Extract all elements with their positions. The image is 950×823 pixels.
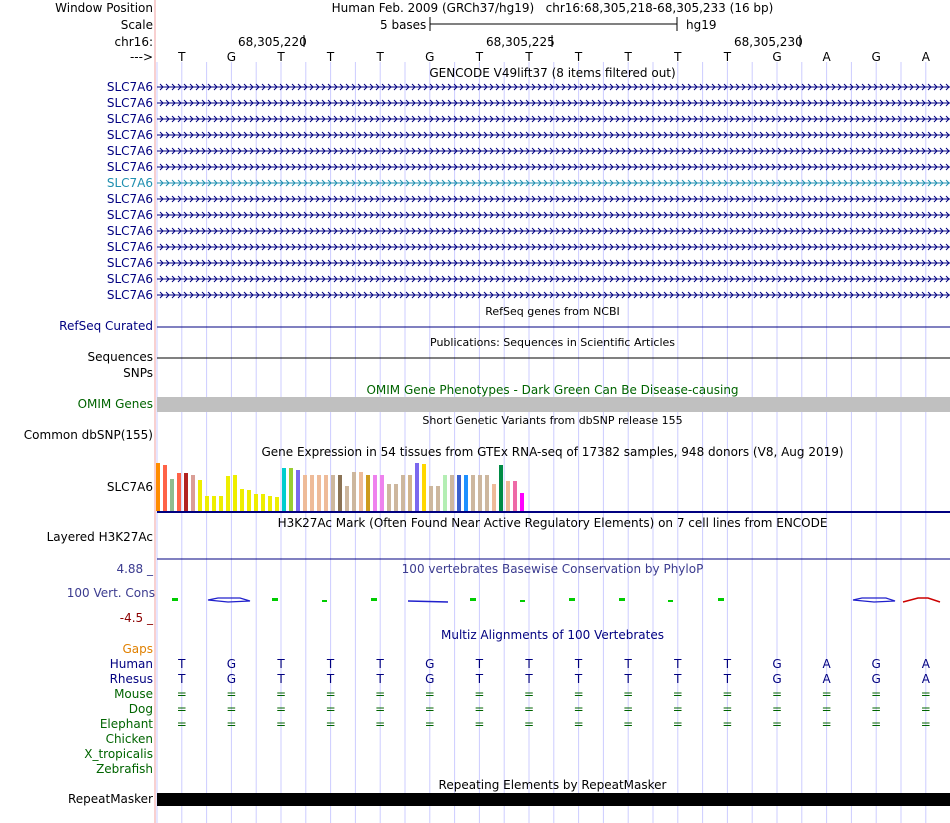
refseq-track-label[interactable]: RefSeq Curated — [59, 319, 153, 333]
alignment-base: = — [375, 717, 386, 731]
gtex-tissue-bar — [520, 493, 524, 511]
gtex-tissue-bar — [324, 475, 328, 511]
gtex-tissue-bar — [240, 489, 244, 511]
alignment-base: = — [672, 717, 683, 731]
phylop-mark — [619, 598, 625, 601]
gtex-tissue-bar — [268, 496, 272, 511]
gtex-tissue-bar — [485, 475, 489, 511]
gtex-tissue-bar — [464, 475, 468, 511]
base-letter: T — [674, 50, 682, 64]
alignment-base: = — [325, 687, 336, 701]
alignment-base: = — [275, 702, 287, 716]
phylop-mark — [408, 601, 448, 602]
assembly-name: Human Feb. 2009 (GRCh37/hg19) — [331, 1, 535, 15]
alignment-base: = — [226, 702, 237, 716]
gtex-tissue-bar — [373, 475, 377, 511]
base-letter: A — [822, 50, 831, 64]
alignment-base: G — [425, 672, 435, 686]
base-letter: T — [525, 50, 533, 64]
species-label-zebrafish[interactable]: Zebrafish — [96, 762, 153, 776]
gtex-tissue-bar — [289, 468, 293, 511]
gtex-tissue-bar — [233, 475, 237, 511]
gtex-tissue-bar — [345, 486, 349, 511]
dbsnp-track-title[interactable]: Short Genetic Variants from dbSNP release 155 — [422, 414, 683, 427]
phylop-mark — [272, 598, 278, 601]
gtex-tissue-bar — [471, 475, 475, 511]
alignment-base: = — [821, 687, 832, 701]
alignment-base: T — [624, 657, 632, 671]
alignment-base: T — [376, 672, 384, 686]
alignment-base: = — [176, 717, 187, 731]
phylop-max-label: 4.88 _ — [116, 562, 153, 576]
alignment-base: = — [375, 702, 386, 716]
gene-label-slc7a6[interactable]: SLC7A6 — [106, 224, 153, 238]
base-letter: G — [226, 50, 237, 64]
alignment-base: T — [178, 657, 186, 671]
gene-label-slc7a6[interactable]: SLC7A6 — [106, 208, 153, 222]
alignment-base: T — [525, 657, 533, 671]
alignment-base: T — [326, 657, 335, 671]
phylop-mark — [172, 598, 178, 601]
scale-bar-label: 5 bases — [380, 18, 427, 32]
alignment-base: T — [674, 672, 682, 686]
alignment-base: = — [424, 702, 435, 716]
gtex-tissue-bar — [303, 475, 307, 511]
alignment-base: A — [921, 672, 930, 686]
alignment-base: T — [624, 672, 632, 686]
gene-label-slc7a6[interactable]: SLC7A6 — [106, 128, 153, 142]
gtex-tissue-bar — [254, 494, 258, 511]
alignment-base: G — [772, 657, 782, 671]
alignment-base: = — [573, 717, 584, 731]
species-label-mouse[interactable]: Mouse — [114, 687, 153, 701]
gene-label-slc7a6[interactable]: SLC7A6 — [106, 176, 153, 190]
alignment-base: = — [920, 702, 931, 716]
alignment-base: T — [475, 672, 484, 686]
alignment-base: G — [226, 657, 237, 671]
base-letter: T — [277, 50, 285, 64]
base-letter: T — [723, 50, 732, 64]
alignment-base: = — [375, 687, 386, 701]
gtex-tissue-bar — [366, 475, 370, 511]
alignment-base: T — [574, 657, 583, 671]
h3k27ac-track-label[interactable]: Layered H3K27Ac — [46, 530, 153, 544]
alignment-base: G — [772, 672, 782, 686]
gtex-tissue-bar — [184, 473, 188, 511]
gtex-tissue-bar — [380, 475, 384, 511]
phylop-mark — [718, 598, 724, 601]
alignment-base: G — [871, 672, 881, 686]
repeatmasker-bar[interactable] — [157, 793, 950, 806]
phylop-track-title[interactable]: 100 vertebrates Basewise Conservation by PhyloP — [401, 562, 704, 576]
gtex-expression-bars[interactable] — [156, 463, 524, 511]
alignment-base: = — [771, 687, 783, 701]
base-letter: T — [178, 50, 186, 64]
gtex-tissue-bar — [436, 486, 440, 511]
base-letter: T — [624, 50, 632, 64]
gtex-tissue-bar — [247, 490, 251, 511]
gene-label-slc7a6[interactable]: SLC7A6 — [106, 192, 153, 206]
alignment-base: = — [672, 702, 683, 716]
alignment-base: = — [424, 687, 435, 701]
alignment-base: = — [275, 717, 287, 731]
alignment-base: T — [723, 672, 732, 686]
base-letter: T — [574, 50, 583, 64]
gtex-tissue-bar — [359, 472, 363, 511]
alignment-base: = — [523, 687, 535, 701]
alignment-base: T — [574, 672, 583, 686]
alignment-base: = — [821, 717, 832, 731]
gtex-tissue-bar — [338, 475, 342, 511]
alignment-base: T — [475, 657, 484, 671]
alignment-base: = — [871, 717, 882, 731]
alignment-base: = — [325, 702, 336, 716]
omim-track-label[interactable]: OMIM Genes — [77, 397, 153, 411]
base-letter: G — [871, 50, 881, 64]
alignment-base: T — [376, 657, 384, 671]
alignment-base: = — [920, 717, 931, 731]
phylop-mark — [903, 598, 940, 602]
species-label-x_tropicalis[interactable]: X_tropicalis — [84, 747, 153, 761]
alignment-base: = — [474, 687, 485, 701]
ruler-tick-label: 68,305,225 — [486, 35, 555, 49]
gtex-track-label[interactable]: SLC7A6 — [106, 480, 153, 494]
h3k27ac-track-title[interactable]: H3K27Ac Mark (Often Found Near Active Regulatory Elements) on 7 cell lines from ENCODE — [277, 516, 828, 530]
alignment-base: T — [277, 672, 285, 686]
gencode-track-title[interactable]: GENCODE V49lift37 (8 items filtered out) — [429, 66, 676, 80]
alignment-base: T — [525, 672, 533, 686]
gene-label-slc7a6[interactable]: SLC7A6 — [106, 272, 153, 286]
gtex-tissue-bar — [429, 486, 433, 511]
gtex-tissue-bar — [499, 465, 503, 511]
phylop-mark — [208, 598, 250, 602]
gtex-tissue-bar — [317, 475, 321, 511]
gtex-tissue-bar — [163, 465, 167, 511]
phylop-conservation-marks[interactable] — [172, 598, 940, 602]
gene-label-slc7a6[interactable]: SLC7A6 — [106, 80, 153, 94]
gtex-tissue-bar — [457, 475, 461, 511]
alignment-base: G — [871, 657, 881, 671]
gtex-tissue-bar — [443, 475, 447, 511]
gtex-tissue-bar — [310, 475, 314, 511]
alignment-base: G — [425, 657, 435, 671]
snps-track-label[interactable]: SNPs — [123, 366, 153, 380]
gtex-tissue-bar — [506, 481, 510, 511]
alignment-base: A — [921, 657, 930, 671]
phylop-track-label[interactable]: 100 Vert. Cons — [66, 586, 155, 600]
species-label-dog[interactable]: Dog — [128, 702, 153, 716]
species-label-elephant[interactable]: Elephant — [99, 717, 153, 731]
alignment-base: A — [822, 657, 831, 671]
alignment-base: = — [623, 717, 634, 731]
alignment-base: T — [277, 657, 285, 671]
gtex-tissue-bar — [219, 496, 223, 511]
base-letter: T — [475, 50, 484, 64]
base-letter: T — [326, 50, 335, 64]
gtex-tissue-bar — [492, 484, 496, 511]
gtex-tissue-bar — [212, 496, 216, 511]
base-letter: G — [772, 50, 782, 64]
alignment-base: = — [871, 702, 882, 716]
publications-track-title[interactable]: Publications: Sequences in Scientific Articles — [430, 336, 675, 349]
refseq-track-title[interactable]: RefSeq genes from NCBI — [485, 305, 620, 318]
gene-label-slc7a6[interactable]: SLC7A6 — [106, 112, 153, 126]
alignment-base: = — [920, 687, 931, 701]
gtex-tissue-bar — [415, 463, 419, 511]
alignment-base: = — [573, 702, 584, 716]
phylop-mark — [520, 600, 525, 602]
gtex-tissue-bar — [261, 494, 265, 511]
alignment-base: = — [424, 717, 435, 731]
species-label-chicken[interactable]: Chicken — [105, 732, 153, 746]
phylop-mark — [668, 600, 673, 602]
base-letter: T — [376, 50, 384, 64]
alignment-base: = — [771, 717, 783, 731]
omim-track-title[interactable]: OMIM Gene Phenotypes - Dark Green Can Be Disease-causing — [366, 383, 739, 397]
alignment-base: = — [871, 687, 882, 701]
alignment-base: A — [822, 672, 831, 686]
gtex-track-title[interactable]: Gene Expression in 54 tissues from GTEx RNA-seq of 17382 samples, 948 donors (V8, Aug 2019) — [261, 445, 844, 459]
phylop-mark — [853, 598, 895, 602]
gtex-tissue-bar — [177, 473, 181, 511]
gtex-tissue-bar — [191, 475, 195, 511]
alignment-base: = — [523, 717, 535, 731]
omim-gene-bar[interactable] — [157, 397, 950, 412]
species-label-human[interactable]: Human — [109, 657, 153, 671]
alignment-base: T — [326, 672, 335, 686]
gtex-tissue-bar — [394, 484, 398, 511]
phylop-mark — [569, 598, 575, 601]
alignment-base: = — [325, 717, 336, 731]
gtex-tissue-bar — [513, 481, 517, 511]
gtex-tissue-bar — [450, 475, 454, 511]
gene-label-slc7a6[interactable]: SLC7A6 — [106, 288, 153, 302]
alignment-base: = — [623, 702, 634, 716]
base-letter: G — [425, 50, 435, 64]
scale-label: Scale — [120, 18, 153, 32]
repeatmasker-track-label[interactable]: RepeatMasker — [67, 792, 153, 806]
gtex-tissue-bar — [226, 476, 230, 511]
scale-db-label: hg19 — [686, 18, 717, 32]
alignment-base: = — [771, 702, 783, 716]
phylop-min-label: -4.5 _ — [119, 611, 153, 625]
alignment-base: = — [474, 717, 485, 731]
gene-label-slc7a6[interactable]: SLC7A6 — [106, 160, 153, 174]
strand-arrow-label[interactable]: ---> — [129, 50, 153, 64]
phylop-mark — [470, 598, 476, 601]
alignment-base: = — [474, 702, 485, 716]
alignment-base: = — [176, 702, 187, 716]
gtex-tissue-bar — [156, 463, 160, 511]
alignment-base: = — [821, 702, 832, 716]
alignment-base: T — [723, 657, 732, 671]
multiz-track-title[interactable]: Multiz Alignments of 100 Vertebrates — [440, 628, 665, 642]
gtex-tissue-bar — [331, 475, 335, 511]
phylop-mark — [322, 600, 327, 602]
alignment-base: T — [178, 672, 186, 686]
window-position: chr16:68,305,218-68,305,233 (16 bp) — [545, 1, 774, 15]
publications-track-label[interactable]: Sequences — [87, 350, 153, 364]
gene-label-slc7a6[interactable]: SLC7A6 — [106, 256, 153, 270]
species-label-rhesus[interactable]: Rhesus — [109, 672, 153, 686]
alignment-base: = — [226, 717, 237, 731]
alignment-base: = — [226, 687, 237, 701]
alignment-base: = — [623, 687, 634, 701]
gene-label-slc7a6[interactable]: SLC7A6 — [106, 240, 153, 254]
alignment-base: T — [674, 657, 682, 671]
alignment-base: = — [523, 702, 535, 716]
phylop-mark — [371, 598, 377, 601]
alignment-base: G — [226, 672, 237, 686]
repeatmasker-track-title[interactable]: Repeating Elements by RepeatMasker — [438, 778, 667, 792]
alignment-base: = — [275, 687, 287, 701]
gtex-tissue-bar — [282, 468, 286, 511]
assembly-position-title — [155, 1, 950, 15]
alignment-base: = — [672, 687, 683, 701]
gtex-tissue-bar — [170, 479, 174, 511]
dbsnp-track-label[interactable]: Common dbSNP(155) — [23, 428, 153, 442]
multiz-gaps-label[interactable]: Gaps — [122, 642, 153, 656]
gtex-tissue-bar — [478, 475, 482, 511]
alignment-base: = — [176, 687, 187, 701]
gtex-tissue-bar — [205, 496, 209, 511]
gene-label-slc7a6[interactable]: SLC7A6 — [106, 96, 153, 110]
base-letter: A — [921, 50, 930, 64]
alignment-base: = — [573, 687, 584, 701]
chromosome-label: chr16: — [114, 35, 153, 49]
gtex-tissue-bar — [352, 472, 356, 511]
gtex-tissue-bar — [198, 480, 202, 511]
gtex-tissue-bar — [275, 497, 279, 511]
gtex-tissue-bar — [387, 484, 391, 511]
gtex-tissue-bar — [408, 475, 412, 511]
alignment-base: = — [722, 717, 733, 731]
gene-label-slc7a6[interactable]: SLC7A6 — [106, 144, 153, 158]
alignment-base: = — [722, 687, 733, 701]
gtex-tissue-bar — [296, 470, 300, 511]
ruler-tick-label: 68,305,230 — [734, 35, 803, 49]
window-position-label: Window Position — [55, 1, 153, 15]
gtex-tissue-bar — [401, 475, 405, 511]
gtex-tissue-bar — [422, 464, 426, 511]
alignment-base: = — [722, 702, 733, 716]
ruler-tick-label: 68,305,220 — [238, 35, 307, 49]
